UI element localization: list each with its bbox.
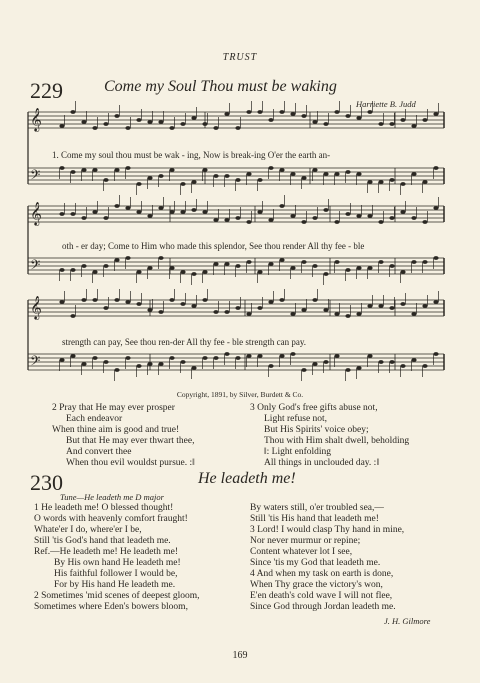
note-head: [103, 360, 108, 364]
verse-line: Since God through Jordan leadeth me.: [250, 602, 396, 612]
note-head: [59, 268, 64, 272]
hymn-230-title: He leadeth me!: [198, 470, 296, 487]
hymn-230-tune: Tune—He leadeth me D major: [60, 492, 164, 502]
note-head: [92, 168, 97, 172]
stanza-line: But that He may ever thwart thee,: [66, 436, 195, 446]
note-head: [213, 310, 218, 314]
note-head: [345, 314, 350, 318]
note-head: [235, 356, 240, 360]
note-head: [202, 298, 207, 302]
note-head: [169, 168, 174, 172]
note-head: [136, 302, 141, 306]
note-head: [356, 266, 361, 270]
note-head: [213, 126, 218, 130]
verse-line: Ref.—He leadeth me! He leadeth me!: [34, 547, 179, 557]
note-head: [323, 122, 328, 126]
bass-clef-icon: 𝄢: [30, 353, 41, 372]
note-head: [312, 362, 317, 366]
note-head: [312, 168, 317, 172]
verse-line: Since 'tis my God that leadeth me.: [250, 558, 381, 568]
verse-line: Whate'er I do, where'er I be,: [34, 525, 142, 535]
verse-line: 2 Sometimes 'mid scenes of deepest gloom,: [34, 591, 200, 601]
note-head: [257, 178, 262, 182]
note-head: [59, 166, 64, 170]
note-head: [268, 300, 273, 304]
note-head: [235, 216, 240, 220]
hymn-229-title: Come my Soul Thou must be waking: [104, 78, 337, 95]
note-head: [136, 118, 141, 122]
note-head: [268, 166, 273, 170]
note-head: [400, 118, 405, 122]
note-head: [257, 306, 262, 310]
note-head: [147, 308, 152, 312]
note-head: [169, 210, 174, 214]
stanza-line: ‖: Light enfolding: [264, 447, 332, 457]
hymn-230-right-column: [250, 503, 404, 613]
note-head: [378, 122, 383, 126]
note-head: [367, 180, 372, 184]
note-head: [235, 264, 240, 268]
note-head: [268, 218, 273, 222]
note-head: [202, 270, 207, 274]
note-head: [279, 298, 284, 302]
note-head: [180, 182, 185, 186]
note-head: [367, 354, 372, 358]
note-head: [59, 358, 64, 362]
note-head: [169, 266, 174, 270]
note-head: [125, 206, 130, 210]
note-head: [213, 356, 218, 360]
note-head: [158, 206, 163, 210]
note-head: [125, 300, 130, 304]
note-head: [147, 176, 152, 180]
note-head: [323, 360, 328, 364]
note-head: [81, 298, 86, 302]
note-head: [356, 312, 361, 316]
note-head: [191, 208, 196, 212]
note-head: [422, 180, 427, 184]
note-head: [345, 268, 350, 272]
note-head: [411, 172, 416, 176]
note-head: [400, 364, 405, 368]
note-head: [224, 112, 229, 116]
stanza-line: But His Spirits' voice obey;: [264, 425, 369, 435]
verse-line: 1 He leadeth me! O blessed thought!: [34, 503, 174, 513]
note-head: [224, 310, 229, 314]
note-head: [367, 214, 372, 218]
note-head: [92, 270, 97, 274]
verse-line: O words with heavenly comfort fraught!: [34, 514, 188, 524]
note-head: [224, 174, 229, 178]
note-head: [378, 360, 383, 364]
note-head: [136, 182, 141, 186]
note-head: [70, 268, 75, 272]
note-head: [279, 204, 284, 208]
note-head: [389, 306, 394, 310]
note-head: [378, 260, 383, 264]
note-head: [136, 364, 141, 368]
note-head: [411, 312, 416, 316]
note-head: [114, 368, 119, 372]
note-head: [301, 176, 306, 180]
note-head: [224, 262, 229, 266]
note-head: [389, 178, 394, 182]
note-head: [114, 204, 119, 208]
treble-clef-icon: 𝄞: [30, 107, 42, 131]
note-head: [180, 210, 185, 214]
note-head: [334, 110, 339, 114]
note-head: [279, 110, 284, 114]
note-head: [92, 356, 97, 360]
note-head: [301, 308, 306, 312]
hymn-230-number: 230: [30, 470, 63, 495]
note-head: [367, 304, 372, 308]
note-head: [312, 120, 317, 124]
note-head: [169, 298, 174, 302]
note-head: [378, 180, 383, 184]
note-head: [235, 126, 240, 130]
note-head: [114, 114, 119, 118]
verse-line: Sometimes where Eden's bowers bloom,: [34, 602, 188, 612]
note-head: [400, 270, 405, 274]
note-head: [224, 218, 229, 222]
verse-line: When Thy grace the victory's won,: [250, 580, 383, 590]
stanza-line: 2 Pray that He may ever prosper: [52, 403, 175, 413]
note-head: [103, 216, 108, 220]
note-head: [147, 362, 152, 366]
note-head: [235, 306, 240, 310]
verse-line: For by His hand He leadeth me.: [54, 580, 176, 590]
note-head: [345, 114, 350, 118]
stanza-line: When thou evil wouldst pursue. :‖: [66, 458, 195, 468]
treble-clef-icon: 𝄞: [30, 295, 42, 319]
note-head: [59, 212, 64, 216]
note-head: [367, 110, 372, 114]
note-head: [422, 260, 427, 264]
note-head: [202, 210, 207, 214]
note-head: [411, 216, 416, 220]
note-head: [389, 216, 394, 220]
note-head: [114, 168, 119, 172]
note-head: [433, 112, 438, 116]
note-head: [70, 170, 75, 174]
note-head: [257, 270, 262, 274]
verse-line: Nor never murmur or repine;: [250, 536, 361, 546]
note-head: [180, 302, 185, 306]
note-head: [345, 368, 350, 372]
note-head: [334, 260, 339, 264]
note-head: [213, 174, 218, 178]
stanza-2: [52, 403, 195, 469]
note-head: [191, 180, 196, 184]
note-head: [301, 260, 306, 264]
note-head: [70, 212, 75, 216]
note-head: [323, 308, 328, 312]
note-head: [411, 260, 416, 264]
note-head: [268, 118, 273, 122]
note-head: [59, 124, 64, 128]
note-head: [246, 110, 251, 114]
note-head: [378, 220, 383, 224]
stanza-line: All things in unclouded day. :‖: [264, 458, 379, 468]
note-head: [158, 362, 163, 366]
note-head: [158, 174, 163, 178]
verse-line: 3 Lord! I would clasp Thy hand in mine,: [250, 525, 405, 535]
note-head: [59, 300, 64, 304]
note-head: [422, 220, 427, 224]
note-head: [345, 212, 350, 216]
note-head: [268, 364, 273, 368]
note-head: [411, 358, 416, 362]
note-head: [290, 214, 295, 218]
note-head: [246, 260, 251, 264]
note-head: [290, 266, 295, 270]
hymn-229-author: Harriette B. Judd: [356, 99, 416, 109]
stanza-line: And convert thee: [66, 447, 132, 457]
note-head: [422, 364, 427, 368]
note-head: [103, 306, 108, 310]
note-head: [191, 272, 196, 276]
note-head: [202, 356, 207, 360]
note-head: [268, 262, 273, 266]
note-head: [70, 354, 75, 358]
note-head: [169, 126, 174, 130]
bass-clef-icon: 𝄢: [30, 257, 41, 276]
copyright-notice: Copyright, 1891, by Silver, Burdett & Co.: [176, 390, 304, 399]
verse-line: Content whatever lot I see,: [250, 547, 353, 557]
note-head: [257, 110, 262, 114]
lyric-line-1: 1. Come my soul thou must be wak - ing, Now is break-ing O'er the earth an-: [52, 150, 331, 160]
note-head: [191, 366, 196, 370]
note-head: [191, 116, 196, 120]
note-head: [191, 304, 196, 308]
note-head: [433, 352, 438, 356]
note-head: [290, 312, 295, 316]
note-head: [312, 298, 317, 302]
verse-line: His faithful follower I would be,: [54, 569, 178, 579]
verse-line: Still 'tis God's hand that leadeth me.: [34, 536, 171, 546]
stanza-line: Light refuse not,: [264, 414, 328, 424]
note-head: [103, 122, 108, 126]
note-head: [125, 166, 130, 170]
note-head: [290, 352, 295, 356]
note-head: [246, 312, 251, 316]
note-head: [158, 310, 163, 314]
note-head: [323, 208, 328, 212]
note-head: [279, 168, 284, 172]
note-head: [147, 120, 152, 124]
note-head: [224, 352, 229, 356]
lyric-line-2: oth - er day; Come to Him who made this splendor, See thou render All thy fee - ble: [62, 241, 365, 251]
note-head: [92, 210, 97, 214]
note-head: [356, 116, 361, 120]
note-head: [103, 264, 108, 268]
verse-line: E'en death's cold wave I will not flee,: [250, 591, 393, 601]
note-head: [290, 112, 295, 116]
note-head: [356, 214, 361, 218]
note-head: [279, 258, 284, 262]
note-head: [81, 264, 86, 268]
note-head: [246, 172, 251, 176]
bass-clef-icon: 𝄢: [30, 167, 41, 186]
page-number: 169: [232, 650, 248, 661]
note-head: [136, 210, 141, 214]
note-head: [279, 354, 284, 358]
note-head: [356, 172, 361, 176]
note-head: [290, 172, 295, 176]
note-head: [136, 270, 141, 274]
stanza-3: [250, 403, 409, 469]
note-head: [70, 110, 75, 114]
note-head: [301, 220, 306, 224]
note-head: [323, 272, 328, 276]
note-head: [400, 210, 405, 214]
note-head: [158, 120, 163, 124]
note-head: [246, 354, 251, 358]
note-head: [147, 214, 152, 218]
stanza-line: 3 Only God's free gifts abuse not,: [250, 403, 378, 413]
note-head: [257, 210, 262, 214]
note-head: [433, 256, 438, 260]
note-head: [312, 216, 317, 220]
note-head: [411, 124, 416, 128]
lyric-line-3: strength can pay, See thou ren-der All thy fee - ble strength can pay.: [62, 337, 306, 347]
note-head: [367, 266, 372, 270]
note-head: [334, 220, 339, 224]
hymn-230-left-column: [34, 503, 200, 613]
note-head: [114, 298, 119, 302]
note-head: [103, 178, 108, 182]
verse-line: 4 And when my task on earth is done,: [250, 569, 394, 579]
note-head: [246, 220, 251, 224]
note-head: [114, 258, 119, 262]
note-head: [323, 172, 328, 176]
note-head: [125, 356, 130, 360]
note-head: [312, 264, 317, 268]
note-head: [356, 366, 361, 370]
verse-line: By waters still, o'er troubled sea,—: [250, 503, 384, 513]
note-head: [389, 122, 394, 126]
note-head: [92, 298, 97, 302]
section-header: TRUST: [222, 52, 258, 63]
note-head: [92, 126, 97, 130]
verse-line: By His own hand He leadeth me!: [54, 558, 181, 568]
note-head: [158, 256, 163, 260]
note-head: [378, 304, 383, 308]
note-head: [180, 122, 185, 126]
note-head: [147, 266, 152, 270]
note-head: [400, 302, 405, 306]
note-head: [334, 354, 339, 358]
note-head: [433, 166, 438, 170]
note-head: [180, 270, 185, 274]
stanza-line: Thou with Him shalt dwell, beholding: [264, 436, 410, 446]
stanza-line: When thine aim is good and true!: [52, 425, 180, 435]
note-head: [301, 114, 306, 118]
note-head: [213, 218, 218, 222]
note-head: [235, 178, 240, 182]
stanza-line: Each endeavor: [66, 414, 123, 424]
note-head: [433, 300, 438, 304]
note-head: [70, 314, 75, 318]
verse-line: Still 'tis His hand that leadeth me!: [250, 514, 379, 524]
note-head: [81, 120, 86, 124]
hymn-230-author: J. H. Gilmore: [384, 616, 431, 626]
note-head: [81, 168, 86, 172]
note-head: [334, 312, 339, 316]
note-head: [334, 172, 339, 176]
note-head: [213, 262, 218, 266]
note-head: [433, 206, 438, 210]
note-head: [81, 216, 86, 220]
note-head: [389, 264, 394, 268]
note-head: [81, 362, 86, 366]
note-head: [169, 356, 174, 360]
note-head: [202, 168, 207, 172]
note-head: [180, 360, 185, 364]
note-head: [422, 118, 427, 122]
note-head: [389, 360, 394, 364]
note-head: [125, 256, 130, 260]
note-head: [422, 304, 427, 308]
hymn-229-number: 229: [30, 78, 63, 103]
note-head: [202, 122, 207, 126]
note-head: [125, 126, 130, 130]
treble-clef-icon: 𝄞: [30, 201, 42, 225]
note-head: [345, 170, 350, 174]
note-head: [400, 182, 405, 186]
note-head: [301, 368, 306, 372]
note-head: [257, 354, 262, 358]
